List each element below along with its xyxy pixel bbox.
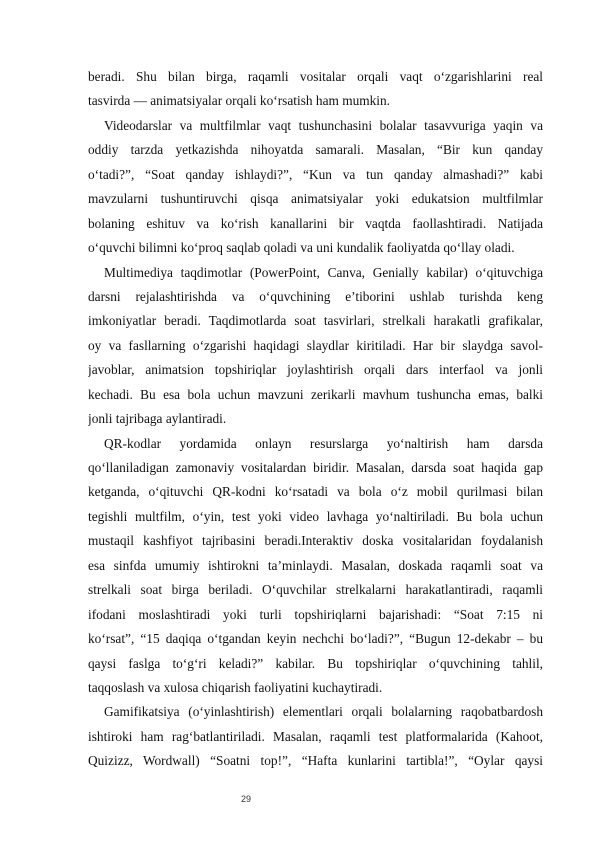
text-line: javoblar, animatsion topshiriqlar joylashtirish orqali dars interfaol va jonli (88, 362, 543, 378)
page-number: 29 (241, 794, 252, 804)
text-line: Multimediya taqdimotlar (PowerPoint, Canva, Genially kabilar) o‘qituvchiga (104, 264, 543, 280)
page-body (88, 65, 543, 774)
text-line: mavzularni tushuntiruvchi qisqa animatsiyalar yoki edukatsion multfilmlar (88, 191, 543, 207)
text-line: tegishli multfilm, o‘yin, test yoki video lavhaga yo‘naltiriladi. Bu bola uchun (88, 508, 543, 524)
text-line: strelkali soat birga beriladi. O‘quvchilar strelkalarni harakatlantiradi, raqamli (88, 582, 543, 598)
paragraph (88, 432, 543, 701)
text-line: bolaning eshituv va ko‘rish kanallarini bir vaqtda faollashtiradi. Natijada (88, 215, 543, 231)
text-line: ifodani moslashtiradi yoki turli topshiriqlarni bajarishadi: “Soat 7:15 ni (88, 606, 543, 622)
text-line: imkoniyatlar beradi. Taqdimotlarda soat tasvirlari, strelkali harakatli grafikalar, (88, 313, 543, 329)
text-line: QR-kodlar yordamida onlayn resurslarga yo‘naltirish ham darsda (104, 435, 543, 451)
text-line: Videodarslar va multfilmlar vaqt tushunchasini bolalar tasavvuriga yaqin va (104, 117, 543, 133)
text-line: Gamifikatsiya (o‘yinlashtirish) elementlari orqali bolalarning raqobatbardosh (104, 704, 543, 720)
paragraph (88, 114, 543, 261)
text-line: darsni rejalashtirishda va o‘quvchining e’tiborini ushlab turishda keng (88, 288, 543, 304)
text-line: ishtiroki ham rag‘batlantiriladi. Masalan, raqamli test platformalarida (Kahoot, (88, 728, 543, 744)
text-line: taqqoslash va xulosa chiqarish faoliyatini kuchaytiradi. (88, 679, 383, 695)
paragraph (88, 700, 543, 773)
text-line: Quizizz, Wordwall) “Soatni top!”, “Hafta kunlarini tartibla!”, “Oylar qaysi (88, 753, 543, 769)
text-line: o‘tadi?”, “Soat qanday ishlaydi?”, “Kun va tun qanday almashadi?” kabi (88, 166, 543, 182)
text-line: beradi. Shu bilan birga, raqamli vositalar orqali vaqt o‘zgarishlarini real (88, 69, 543, 84)
paragraph (88, 65, 543, 114)
text-line: esa sinfda umumiy ishtirokni ta’minlaydi. Masalan, doskada raqamli soat va (88, 557, 543, 573)
paragraph (88, 261, 543, 432)
text-line: mustaqil kashfiyot tajribasini beradi.Interaktiv doska vositalaridan foydalanish (88, 533, 543, 549)
text-line: jonli tajribaga aylantiradi. (88, 411, 227, 427)
text-line: oddiy tarzda yetkazishda nihoyatda samarali. Masalan, “Bir kun qanday (88, 142, 543, 158)
text-line: ketganda, o‘qituvchi QR-kodni ko‘rsatadi va bola o‘z mobil qurilmasi bilan (88, 484, 543, 500)
text-line: qo‘llaniladigan zamonaviy vositalardan biridir. Masalan, darsda soat haqida gap (88, 460, 543, 475)
text-line: kechadi. Bu esa bola uchun mavzuni zerikarli mavhum tushuncha emas, balki (88, 386, 543, 402)
text-line: o‘quvchi bilimni ko‘proq saqlab qoladi va uni kundalik faoliyatda qo‘llay oladi. (88, 240, 515, 256)
text-line: tasvirda — animatsiyalar orqali ko‘rsatish ham mumkin. (88, 93, 391, 109)
text-line: oy va fasllarning o‘zgarishi haqidagi slaydlar kiritiladi. Har bir slaydga savol- (88, 337, 543, 353)
text-line: ko‘rsat”, “15 daqiqa o‘tgandan keyin nechchi bo‘ladi?”, “Bugun 12-dekabr – bu (88, 631, 543, 647)
text-line: qaysi faslga to‘g‘ri keladi?” kabilar. Bu topshiriqlar o‘quvchining tahlil, (88, 655, 543, 671)
